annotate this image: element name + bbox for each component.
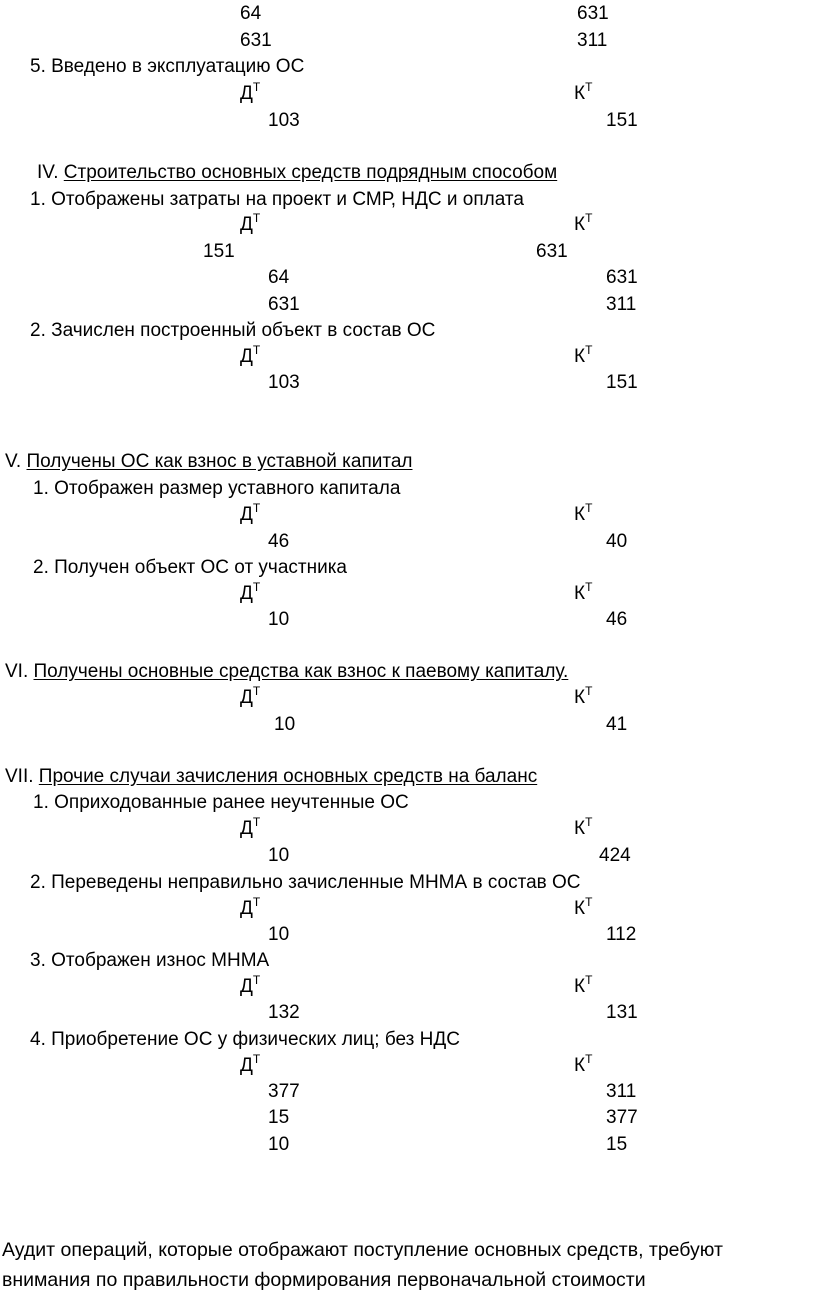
line-text: 631 bbox=[606, 267, 638, 288]
line-text: 10 bbox=[268, 924, 290, 945]
credit-label bbox=[574, 213, 592, 237]
account-number bbox=[268, 1080, 300, 1104]
account-number bbox=[268, 530, 289, 554]
line-text: 311 bbox=[606, 1081, 637, 1102]
debit-label bbox=[240, 345, 260, 369]
superscript-mark: Т bbox=[585, 973, 593, 987]
line-text: 151 bbox=[203, 241, 235, 262]
superscript-mark: Т bbox=[252, 684, 261, 698]
superscript-mark: Т bbox=[585, 343, 593, 357]
line-text: 132 bbox=[268, 1002, 300, 1023]
section-number: IV. bbox=[37, 162, 64, 183]
line-text: К bbox=[574, 214, 586, 235]
superscript-mark: Т bbox=[252, 343, 261, 357]
line-text: 10 bbox=[268, 845, 290, 866]
line-text: 311 bbox=[577, 30, 608, 51]
operation-item bbox=[30, 949, 269, 973]
account-number bbox=[536, 240, 568, 264]
line-text: 10 bbox=[274, 714, 296, 735]
superscript-mark: Т bbox=[252, 501, 261, 515]
line-text: 1. Оприходованные ранее неучтенные ОС bbox=[33, 792, 409, 813]
account-number bbox=[606, 109, 638, 133]
line-text: 64 bbox=[268, 267, 290, 288]
line-text: К bbox=[574, 898, 586, 919]
credit-label bbox=[574, 82, 592, 106]
account-number bbox=[577, 29, 607, 53]
line-text: К bbox=[574, 818, 586, 839]
line-text: 10 bbox=[268, 1134, 290, 1155]
operation-item bbox=[30, 55, 304, 79]
line-text: 46 bbox=[268, 531, 290, 552]
debit-label bbox=[240, 817, 260, 841]
account-number bbox=[606, 713, 627, 737]
account-number bbox=[599, 844, 631, 868]
account-number bbox=[606, 1001, 638, 1025]
account-number bbox=[268, 1106, 289, 1130]
line-text: 631 bbox=[240, 30, 272, 51]
debit-label bbox=[240, 582, 260, 606]
line-text: 41 bbox=[606, 714, 628, 735]
account-number bbox=[606, 1106, 638, 1130]
superscript-mark: Т bbox=[585, 895, 593, 909]
line-text: Д bbox=[240, 976, 253, 997]
line-text: Д bbox=[240, 583, 253, 604]
line-text: Д bbox=[240, 346, 253, 367]
line-text: 103 bbox=[268, 372, 300, 393]
conclusion-text-line bbox=[2, 1268, 646, 1292]
superscript-mark: Т bbox=[585, 1052, 593, 1066]
line-text: Д bbox=[240, 214, 253, 235]
line-text: Д bbox=[240, 504, 253, 525]
operation-item bbox=[30, 1028, 460, 1052]
conclusion-text-line bbox=[2, 1238, 723, 1262]
account-number bbox=[606, 530, 627, 554]
section-title: Получены ОС как взнос в уставной капитал bbox=[26, 451, 413, 472]
line-text: Д bbox=[240, 687, 253, 708]
operation-item bbox=[33, 477, 400, 501]
account-number bbox=[268, 293, 300, 317]
operation-item bbox=[33, 791, 409, 815]
line-text: 40 bbox=[606, 531, 628, 552]
account-number bbox=[268, 109, 300, 133]
line-text: К bbox=[574, 346, 586, 367]
line-text: 2. Получен объект ОС от участника bbox=[33, 557, 348, 578]
credit-label bbox=[574, 686, 592, 710]
section-number: VI. bbox=[5, 661, 34, 682]
account-number bbox=[606, 1080, 636, 1104]
line-text: К bbox=[574, 583, 586, 604]
line-text: 151 bbox=[606, 110, 638, 131]
credit-label bbox=[574, 897, 592, 921]
line-text: 2. Переведены неправильно зачисленные МНМА в состав ОС bbox=[30, 872, 581, 893]
credit-label bbox=[574, 817, 592, 841]
line-text: 112 bbox=[606, 924, 637, 945]
line-text: Д bbox=[240, 1055, 253, 1076]
operation-item bbox=[33, 556, 347, 580]
line-text: 5. Введено в эксплуатацию ОС bbox=[30, 56, 305, 77]
line-text: 631 bbox=[577, 3, 609, 24]
credit-label bbox=[574, 975, 592, 999]
superscript-mark: Т bbox=[252, 211, 261, 225]
line-text: 311 bbox=[606, 294, 637, 315]
line-text: 377 bbox=[606, 1107, 638, 1128]
operation-item bbox=[30, 871, 581, 895]
section-title: Прочие случаи зачисления основных средств на баланс bbox=[38, 766, 538, 787]
account-number bbox=[268, 608, 289, 632]
line-text: 151 bbox=[606, 372, 638, 393]
section-number: V. bbox=[5, 451, 27, 472]
line-text: К bbox=[574, 83, 586, 104]
line-text: 46 bbox=[606, 609, 628, 630]
superscript-mark: Т bbox=[252, 580, 261, 594]
account-number bbox=[268, 923, 289, 947]
line-text: 64 bbox=[240, 3, 262, 24]
line-text: 631 bbox=[536, 241, 568, 262]
debit-label bbox=[240, 686, 260, 710]
superscript-mark: Т bbox=[585, 815, 593, 829]
debit-label bbox=[240, 213, 260, 237]
account-number bbox=[606, 923, 636, 947]
line-text: 131 bbox=[606, 1002, 638, 1023]
superscript-mark: Т bbox=[585, 80, 593, 94]
line-text: 631 bbox=[268, 294, 300, 315]
account-number bbox=[203, 240, 235, 264]
section-heading bbox=[5, 765, 537, 789]
line-text: 15 bbox=[268, 1107, 290, 1128]
line-text: Д bbox=[240, 818, 253, 839]
superscript-mark: Т bbox=[252, 815, 261, 829]
account-number bbox=[274, 713, 295, 737]
line-text: внимания по правильности формирования первоначальной стоимости bbox=[2, 1269, 646, 1291]
account-number bbox=[268, 1001, 300, 1025]
operation-item bbox=[30, 319, 435, 343]
account-number bbox=[268, 266, 289, 290]
superscript-mark: Т bbox=[252, 895, 261, 909]
section-number: VII. bbox=[5, 766, 39, 787]
superscript-mark: Т bbox=[585, 211, 593, 225]
line-text: 2. Зачислен построенный объект в состав ОС bbox=[30, 320, 436, 341]
line-text: 377 bbox=[268, 1081, 300, 1102]
line-text: 1. Отображен размер уставного капитала bbox=[33, 478, 401, 499]
section-heading bbox=[5, 450, 412, 474]
credit-label bbox=[574, 1054, 592, 1078]
superscript-mark: Т bbox=[585, 580, 593, 594]
superscript-mark: Т bbox=[252, 80, 261, 94]
debit-label bbox=[240, 897, 260, 921]
account-number bbox=[606, 266, 638, 290]
line-text: 1. Отображены затраты на проект и СМР, НДС и оплата bbox=[30, 189, 524, 210]
credit-label bbox=[574, 503, 592, 527]
superscript-mark: Т bbox=[252, 1052, 261, 1066]
debit-label bbox=[240, 82, 260, 106]
operation-item bbox=[30, 188, 524, 212]
credit-label bbox=[574, 582, 592, 606]
credit-label bbox=[574, 345, 592, 369]
section-heading bbox=[37, 161, 557, 185]
debit-label bbox=[240, 975, 260, 999]
section-heading bbox=[5, 660, 568, 684]
account-number bbox=[606, 293, 636, 317]
line-text: К bbox=[574, 687, 586, 708]
line-text: Аудит операций, которые отображают поступление основных средств, требуют bbox=[2, 1239, 723, 1261]
line-text: 424 bbox=[599, 845, 631, 866]
line-text: 10 bbox=[268, 609, 290, 630]
account-number bbox=[606, 1133, 627, 1157]
account-number bbox=[240, 2, 261, 26]
account-number bbox=[268, 1133, 289, 1157]
account-number bbox=[606, 371, 638, 395]
line-text: 4. Приобретение ОС у физических лиц; без НДС bbox=[30, 1029, 460, 1050]
account-number bbox=[606, 608, 627, 632]
line-text: 3. Отображен износ МНМА bbox=[30, 950, 270, 971]
superscript-mark: Т bbox=[585, 501, 593, 515]
line-text: К bbox=[574, 976, 586, 997]
line-text: 15 bbox=[606, 1134, 628, 1155]
account-number bbox=[240, 29, 272, 53]
line-text: Д bbox=[240, 898, 253, 919]
debit-label bbox=[240, 1054, 260, 1078]
line-text: Д bbox=[240, 83, 253, 104]
superscript-mark: Т bbox=[252, 973, 261, 987]
section-title: Строительство основных средств подрядным способом bbox=[63, 162, 558, 183]
line-text: К bbox=[574, 504, 586, 525]
line-text: К bbox=[574, 1055, 586, 1076]
section-title: Получены основные средства как взнос к паевому капиталу. bbox=[33, 661, 569, 682]
debit-label bbox=[240, 503, 260, 527]
account-number bbox=[268, 844, 289, 868]
line-text: 103 bbox=[268, 110, 300, 131]
account-number bbox=[577, 2, 609, 26]
account-number bbox=[268, 371, 300, 395]
superscript-mark: Т bbox=[585, 684, 593, 698]
